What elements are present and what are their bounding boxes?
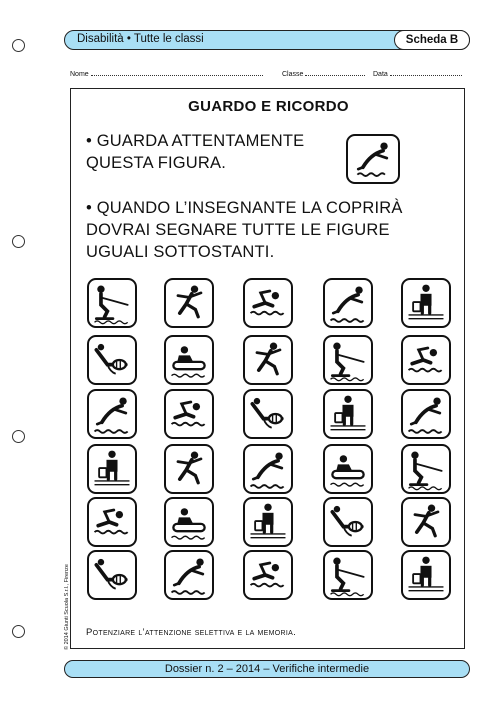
swimming-icon xyxy=(403,337,449,383)
figure-tile[interactable] xyxy=(401,389,451,439)
figure-tile[interactable] xyxy=(323,389,373,439)
figure-tile[interactable] xyxy=(243,389,293,439)
footer-bar xyxy=(64,660,470,678)
diving-icon xyxy=(348,136,398,182)
diving-icon xyxy=(325,280,371,326)
figure-tile[interactable] xyxy=(164,550,214,600)
header-title: Disabilità • Tutte le classi xyxy=(77,33,204,45)
date-field[interactable] xyxy=(373,69,462,78)
figure-tile[interactable] xyxy=(164,389,214,439)
figure-tile[interactable] xyxy=(87,389,137,439)
figure-tile[interactable] xyxy=(323,335,373,385)
name-label: Nome xyxy=(70,71,89,78)
instruction-2-line-2: DOVRAI SEGNARE TUTTE LE FIGURE xyxy=(86,221,390,239)
figure-tile[interactable] xyxy=(87,278,137,328)
date-label: Data xyxy=(373,71,388,78)
figure-tile[interactable] xyxy=(243,550,293,600)
waterski-icon xyxy=(89,280,135,326)
swimming-icon xyxy=(166,391,212,437)
instruction-1-line-1: • GUARDA ATTENTAMENTE xyxy=(86,132,305,150)
sheet-label: Scheda B xyxy=(394,30,470,50)
wading-icon xyxy=(403,552,449,598)
swimming-icon xyxy=(89,499,135,545)
wading-icon xyxy=(245,499,291,545)
wading-icon xyxy=(325,391,371,437)
raft-icon xyxy=(325,446,371,492)
waterski-icon xyxy=(325,337,371,383)
name-field[interactable] xyxy=(70,69,263,78)
worksheet-title: GUARDO E RICORDO xyxy=(188,98,349,115)
figure-tile[interactable] xyxy=(323,497,373,547)
figure-tile[interactable] xyxy=(164,444,214,494)
diving-icon xyxy=(166,552,212,598)
backstroke-icon xyxy=(89,552,135,598)
header-bar xyxy=(64,30,470,50)
class-label: Classe xyxy=(282,71,304,78)
wading-icon xyxy=(403,280,449,326)
raft-icon xyxy=(166,337,212,383)
binder-hole xyxy=(12,39,25,52)
copyright: © 2014 Giunti Scuola S.r.l., Firenze xyxy=(64,564,70,650)
figure-tile[interactable] xyxy=(87,550,137,600)
waterski-icon xyxy=(403,446,449,492)
figure-tile[interactable] xyxy=(401,444,451,494)
figure-tile[interactable] xyxy=(401,278,451,328)
figure-tile[interactable] xyxy=(323,550,373,600)
figure-tile[interactable] xyxy=(164,497,214,547)
reference-figure xyxy=(346,134,400,184)
instruction-2-line-3: UGUALI SOTTOSTANTI. xyxy=(86,243,275,261)
figure-tile[interactable] xyxy=(323,444,373,494)
figure-tile[interactable] xyxy=(323,278,373,328)
instruction-1-line-2: QUESTA FIGURA. xyxy=(86,154,227,172)
binder-hole xyxy=(12,625,25,638)
swimming-icon xyxy=(245,280,291,326)
figure-tile[interactable] xyxy=(401,550,451,600)
waterski-icon xyxy=(325,552,371,598)
raft-icon xyxy=(166,499,212,545)
diving-icon xyxy=(245,446,291,492)
figure-tile[interactable] xyxy=(87,444,137,494)
footer-text: Dossier n. 2 – 2014 – Verifiche intermedie xyxy=(164,663,370,675)
diving-icon xyxy=(403,391,449,437)
diving-icon xyxy=(89,391,135,437)
kneeling-swimmer-icon xyxy=(166,280,212,326)
figure-tile[interactable] xyxy=(164,278,214,328)
footnote: Potenziare l’attenzione selettiva e la memoria. xyxy=(86,627,297,638)
figure-tile[interactable] xyxy=(401,335,451,385)
backstroke-icon xyxy=(89,337,135,383)
figure-tile[interactable] xyxy=(243,335,293,385)
kneeling-swimmer-icon xyxy=(166,446,212,492)
figure-tile[interactable] xyxy=(87,335,137,385)
backstroke-icon xyxy=(325,499,371,545)
wading-icon xyxy=(89,446,135,492)
class-field[interactable] xyxy=(282,69,365,78)
figure-tile[interactable] xyxy=(164,335,214,385)
figure-tile[interactable] xyxy=(87,497,137,547)
figure-tile[interactable] xyxy=(243,444,293,494)
kneeling-swimmer-icon xyxy=(403,499,449,545)
kneeling-swimmer-icon xyxy=(245,337,291,383)
figure-tile[interactable] xyxy=(401,497,451,547)
backstroke-icon xyxy=(245,391,291,437)
instruction-2 xyxy=(86,197,403,263)
swimming-icon xyxy=(245,552,291,598)
figure-tile[interactable] xyxy=(243,278,293,328)
instruction-1 xyxy=(86,130,304,174)
instruction-2-line-1: • QUANDO L’INSEGNANTE LA COPRIRÀ xyxy=(86,199,403,217)
binder-hole xyxy=(12,235,25,248)
figure-tile[interactable] xyxy=(243,497,293,547)
binder-hole xyxy=(12,430,25,443)
